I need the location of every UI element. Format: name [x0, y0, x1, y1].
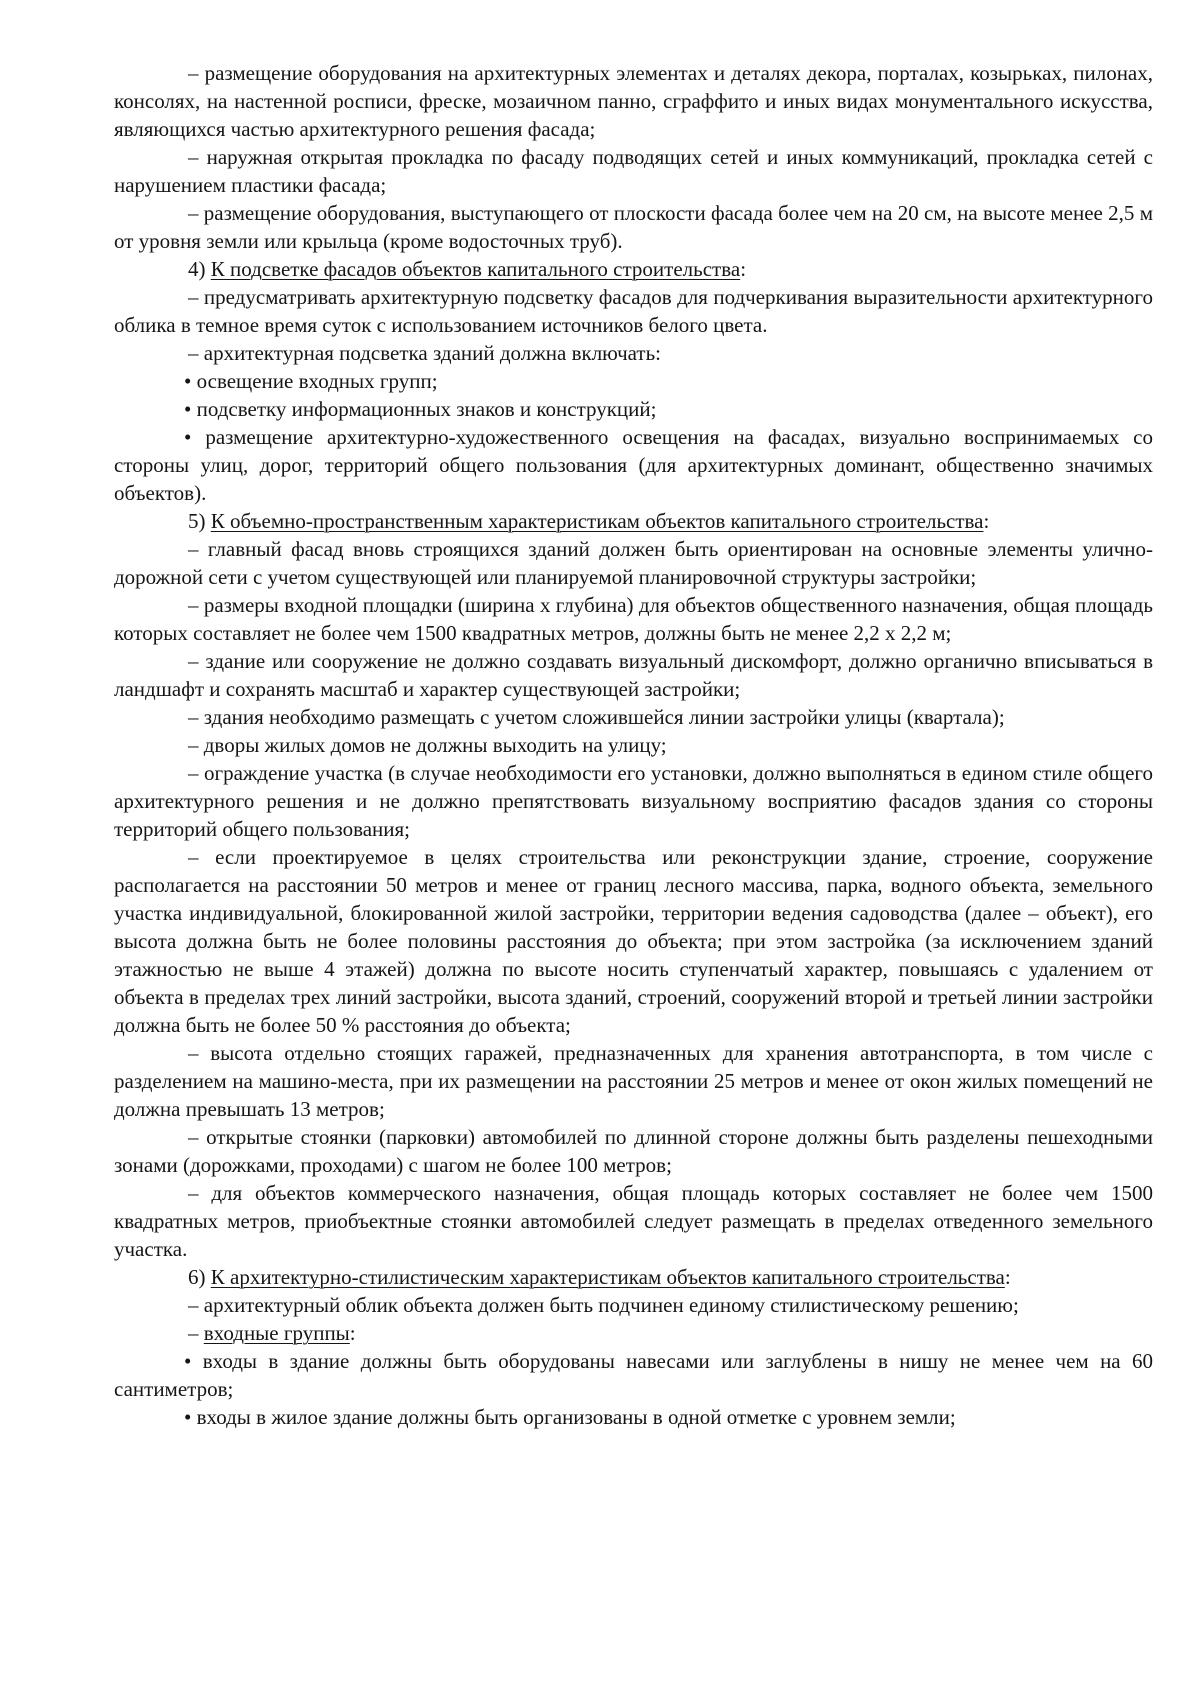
- paragraph-visual-comfort: – здание или сооружение не должно создавать визуальный дискомфорт, должно органично вписываться в ландшафт и сохранять масштаб и характер существующей застройки;: [114, 649, 1153, 701]
- paragraph-height-limit: – если проектируемое в целях строительства или реконструкции здание, строение, сооружение располагается на расстоянии 50 метров и менее от границ лесного массива, парка, водного объекта, земельного участка индивидуальной, блокированной жилой застройки, территории ведения садоводства (далее – объект), его высота должна быть не более половины расстояния до объекта; при этом застройка (за исключением зданий этажностью не выше 4 этажей) должна по высоте носить ступенчатый характер, повышаясь с удалением от объекта в пределах трех линий застройки, высота зданий, строений, сооружений второй и третьей линии застройки должна быть не более 50 % расстояния до объекта;: [114, 845, 1153, 1037]
- section-number: 4): [188, 257, 211, 281]
- section-colon: :: [983, 509, 990, 533]
- section-title: К подсветке фасадов объектов капитального строительства: [210, 257, 741, 281]
- bullet-entrance-canopies: • входы в здание должны быть оборудованы навесами или заглублены в нишу не менее чем на 60 сантиметров;: [114, 1349, 1153, 1401]
- paragraph-main-facade: – главный фасад вновь строящихся зданий должен быть ориентирован на основные элементы улично-дорожной сети с учетом существующей или планируемой планировочной структуры застройки;: [114, 537, 1153, 589]
- section-number: 6): [188, 1265, 211, 1289]
- subheading-title: входные группы: [203, 1321, 350, 1345]
- section-heading-6: [114, 1263, 1153, 1291]
- paragraph-equipment-on-decor: – размещение оборудования на архитектурных элементах и деталях декора, порталах, козырьках, пилонах, консолях, на настенной росписи, фреске, мозаичном панно, сграффито и иных видах монументального искусства, являющихся частью архитектурного решения фасада;: [114, 61, 1153, 141]
- bullet-entrance-lighting: • освещение входных групп;: [184, 369, 438, 393]
- paragraph-stylistic-unity: – архитектурный облик объекта должен быть подчинен единому стилистическому решению;: [188, 1293, 1019, 1317]
- paragraph-courtyards: – дворы жилых домов не должны выходить на улицу;: [188, 733, 667, 757]
- section-heading-4: [114, 255, 1153, 283]
- bullet-artistic-lighting: • размещение архитектурно-художественного освещения на фасадах, визуально воспринимаемых со стороны улиц, дорог, территорий общего пользования (для архитектурных доминант, общественно значимых объектов).: [114, 425, 1153, 505]
- section-number: 5): [188, 509, 211, 533]
- subheading-dash: –: [188, 1321, 204, 1345]
- paragraph-fencing: – ограждение участка (в случае необходимости его установки, должно выполняться в едином стиле общего архитектурного решения и не должно препятствовать визуальному восприятию фасадов здания со стороны территорий общего пользования;: [114, 761, 1153, 841]
- paragraph-parking-zones: – открытые стоянки (парковки) автомобилей по длинной стороне должны быть разделены пешеходными зонами (дорожками, проходами) с шагом не более 100 метров;: [114, 1125, 1153, 1177]
- bullet-sign-lighting: • подсветку информационных знаков и конструкций;: [184, 397, 657, 421]
- paragraph-entrance-platform: – размеры входной площадки (ширина х глубина) для объектов общественного назначения, общая площадь которых составляет не более чем 1500 квадратных метров, должны быть не менее 2,2 х 2,2 м;: [114, 593, 1153, 645]
- subheading-entrance-groups: [114, 1319, 1153, 1347]
- section-heading-5: [114, 507, 1153, 535]
- section-title: К объемно-пространственным характеристикам объектов капитального строительства: [210, 509, 984, 533]
- bullet-ground-level-entrance: • входы в жилое здание должны быть организованы в одной отметке с уровнем земли;: [184, 1405, 956, 1429]
- subheading-colon: :: [349, 1321, 356, 1345]
- section-colon: :: [1004, 1265, 1011, 1289]
- paragraph-building-line: – здания необходимо размещать с учетом сложившейся линии застройки улицы (квартала);: [188, 705, 1005, 729]
- paragraph-garages: – высота отдельно стоящих гаражей, предназначенных для хранения автотранспорта, в том числе с разделением на машино-места, при их размещении на расстоянии 25 метров и менее от окон жилых помещений не должна превышать 13 метров;: [114, 1041, 1153, 1121]
- paragraph-lighting-includes: – архитектурная подсветка зданий должна включать:: [188, 341, 661, 365]
- paragraph-external-networks: – наружная открытая прокладка по фасаду подводящих сетей и иных коммуникаций, прокладка сетей с нарушением пластики фасада;: [114, 145, 1153, 197]
- section-title: К архитектурно-стилистическим характеристикам объектов капитального строительства: [210, 1265, 1005, 1289]
- paragraph-lighting-intent: – предусматривать архитектурную подсветку фасадов для подчеркивания выразительности архитектурного облика в темное время суток с использованием источников белого цвета.: [114, 285, 1153, 337]
- paragraph-protruding-equipment: – размещение оборудования, выступающего от плоскости фасада более чем на 20 см, на высоте менее 2,5 м от уровня земли или крыльца (кроме водосточных труб).: [114, 201, 1153, 253]
- paragraph-commercial-parking: – для объектов коммерческого назначения, общая площадь которых составляет не более чем 1500 квадратных метров, приобъектные стоянки автомобилей следует размещать в пределах отведенного земельного участка.: [114, 1181, 1153, 1261]
- section-colon: :: [740, 257, 747, 281]
